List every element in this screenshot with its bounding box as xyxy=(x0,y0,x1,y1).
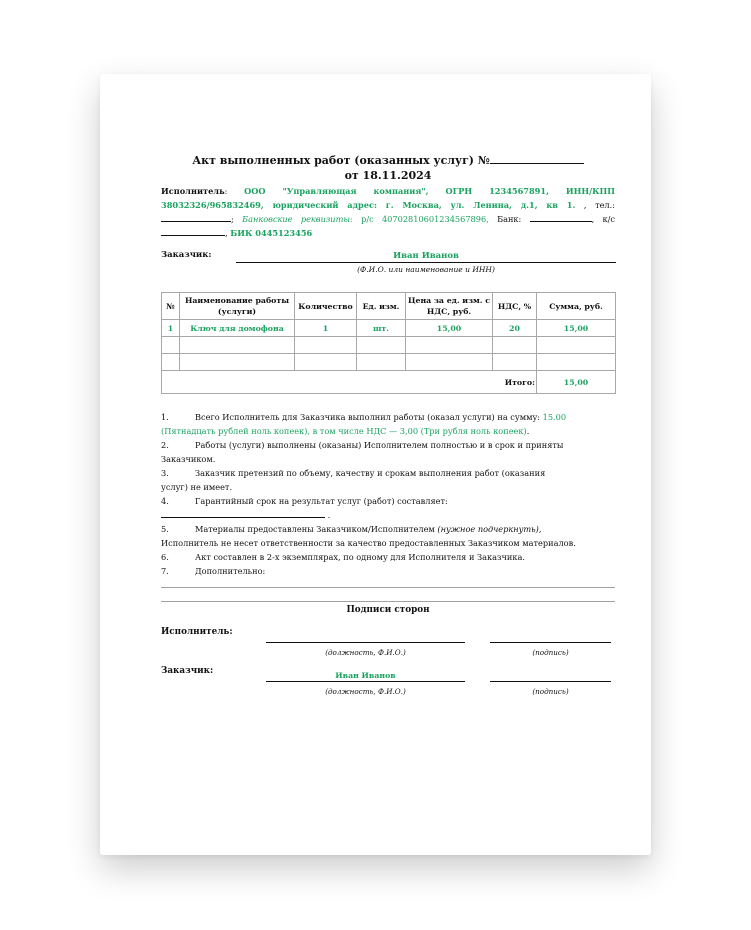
document-page xyxy=(100,74,651,855)
act-number-blank xyxy=(490,154,584,164)
cell-name: Ключ для домофона xyxy=(180,320,295,337)
bik: БИК 0445123456 xyxy=(230,228,313,238)
term-number: 7. xyxy=(161,566,169,576)
table-header-row xyxy=(162,293,616,320)
term-6-text: Акт составлен в 2-х экземплярах, по одному для Исполнителя и Заказчика. xyxy=(195,552,525,562)
term-number: 5. xyxy=(161,524,169,534)
table-row-empty xyxy=(162,354,616,371)
title-line-1: Акт выполненных работ (оказанных услуг) № xyxy=(192,154,490,167)
term-3-text: Заказчик претензий по объему, качеству и срокам выполнения работ (оказания xyxy=(195,468,546,478)
term-number: 6. xyxy=(161,552,169,562)
col-header-number: № xyxy=(162,293,180,320)
term-2-text-cont: Заказчиком. xyxy=(161,454,216,464)
ks-label: к/с xyxy=(602,214,615,224)
title-date: от 18.11.2024 xyxy=(344,169,432,182)
term-3-text-cont: услуг) не имеет. xyxy=(161,482,233,492)
col-header-unit: Ед. изм. xyxy=(357,293,406,320)
col-header-quantity: Количество xyxy=(295,293,357,320)
customer-position-line: Иван Иванов xyxy=(266,671,465,682)
executor-org: ООО "Управляющая компания", ОГРН 1234567891, ИНН/КПП 38032326/965832469, юридический адрес: г. Москва, ул. Ленина, д.1, кв 1. xyxy=(161,186,615,210)
col-header-sum: Сумма, руб. xyxy=(537,293,616,320)
term-number: 1. xyxy=(161,412,169,422)
cell-sum: 15,00 xyxy=(537,320,616,337)
term-5-text: Материалы предоставлены Заказчиком/Исполнителем xyxy=(195,524,435,534)
term-1-text: Всего Исполнитель для Заказчика выполнил работы (оказал услуги) на сумму: xyxy=(195,412,541,422)
col-header-name: Наименование работы (услуги) xyxy=(180,293,295,320)
signatures-title: Подписи сторон xyxy=(346,605,430,615)
table-row xyxy=(162,320,616,337)
term-5-note: (нужное подчеркнуть), xyxy=(437,524,542,534)
executor-label: Исполнитель xyxy=(161,186,225,196)
cell-quantity: 1 xyxy=(295,320,357,337)
bank-name-blank xyxy=(530,213,592,222)
bank-name-label: Банк: xyxy=(497,214,522,224)
phone-blank xyxy=(161,213,231,222)
cell-number: 1 xyxy=(162,320,180,337)
executor-signature-line xyxy=(490,632,611,643)
customer-position-hint: (должность, Ф.И.О.) xyxy=(325,687,406,696)
phone-label: тел.: xyxy=(595,200,615,210)
executor-position-hint: (должность, Ф.И.О.) xyxy=(325,648,406,657)
customer-signature-line xyxy=(490,671,611,682)
document-title xyxy=(161,153,615,183)
warranty-blank xyxy=(161,509,325,518)
total-label: Итого: xyxy=(162,371,537,394)
term-5-text-cont: Исполнитель не несет ответственности за качество предоставленных Заказчиком материалов. xyxy=(161,538,576,548)
term-1-words: (Пятнадцать рублей ноль копеек), в том числе НДС — 3,00 (Три рубля ноль копеек) xyxy=(161,426,527,436)
cell-vat: 20 xyxy=(493,320,537,337)
customer-label: Заказчик: xyxy=(161,250,212,260)
customer-sign-hint: (подпись) xyxy=(532,687,569,696)
divider-line xyxy=(161,601,615,602)
term-number: 2. xyxy=(161,440,169,450)
bank-account: р/с 40702810601234567896, xyxy=(361,214,489,224)
total-value: 15,00 xyxy=(537,371,616,394)
executor-position-line xyxy=(266,632,465,643)
col-header-price: Цена за ед. изм. с НДС, руб. xyxy=(406,293,493,320)
divider-line xyxy=(161,587,615,588)
col-header-vat: НДС, % xyxy=(493,293,537,320)
term-number: 4. xyxy=(161,496,169,506)
cell-unit: шт. xyxy=(357,320,406,337)
term-number: 3. xyxy=(161,468,169,478)
cell-price: 15,00 xyxy=(406,320,493,337)
term-2-text: Работы (услуги) выполнены (оказаны) Исполнителем полностью и в срок и приняты xyxy=(195,440,564,450)
bank-details-label: Банковские реквизиты: xyxy=(242,214,353,224)
term-1-sum: 15.00 xyxy=(542,412,567,422)
terms-list: 1. Всего Исполнитель для Заказчика выполнил работы (оказал услуги) на сумму: 15.00 (Пятнадцать рублей ноль копеек), в том числе НДС — 3,00 (Три рубля ноль копеек). 2. Работы (услуги) выполнены (оказаны) Исполнителем полностью и в срок и приняты Заказчиком. 3. Заказчик претензий по объему, качеству и срокам выполнения работ (оказания услуг) не имеет. 4. Гарантийный срок на результат услуг (работ) составляет: . 5. Материалы предоставлены Заказчиком/Исполнителем (нужное подчеркнуть), Исполнитель не несет ответственности за качество предоставленных Заказчиком материалов. 6. Акт составлен в 2-х экземплярах, по одному для Исполнителя и Заказчика. 7. Дополнительно: xyxy=(161,412,576,576)
executor-signature-label: Исполнитель: xyxy=(161,627,233,637)
customer-name: Иван Иванов xyxy=(236,251,616,263)
customer-signature-label: Заказчик: xyxy=(161,666,214,676)
term-4-text: Гарантийный срок на результат услуг (работ) составляет: xyxy=(195,496,448,506)
executor-block: Исполнитель: ООО "Управляющая компания", ОГРН 1234567891, ИНН/КПП 38032326/965832469, юридический адрес: г. Москва, ул. Ленина, д.1, кв 1. , тел.:; Банковские реквизиты: р/с 40702810601234567896, Банк: , к/с , БИК 0445123456 xyxy=(161,186,615,238)
items-table xyxy=(161,292,616,394)
term-7-text: Дополнительно: xyxy=(195,566,266,576)
table-row-empty xyxy=(162,337,616,354)
customer-hint: (Ф.И.О. или наименование и ИНН) xyxy=(357,265,495,274)
ks-blank xyxy=(161,227,225,236)
table-total-row xyxy=(162,371,616,394)
executor-sign-hint: (подпись) xyxy=(532,648,569,657)
